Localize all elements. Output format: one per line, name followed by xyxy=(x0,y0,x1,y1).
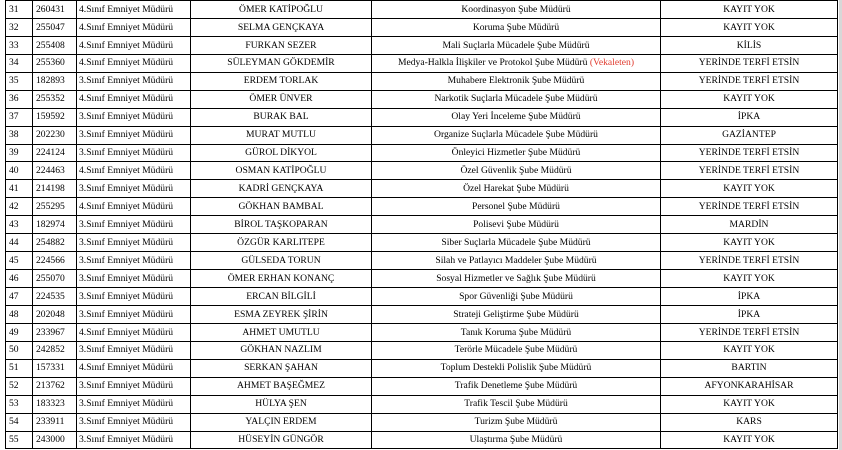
status-cell: YERİNDE TERFİ ETSİN xyxy=(661,252,838,270)
name-cell: GÖKHAN BAMBAL xyxy=(191,198,372,216)
unit-cell xyxy=(372,323,661,341)
unit-cell xyxy=(372,234,661,252)
rank-cell: 3.Sınıf Emniyet Müdürü xyxy=(77,413,191,431)
unit-cell xyxy=(372,216,661,234)
registry-number-cell: 224463 xyxy=(33,162,77,180)
status-cell: İPKA xyxy=(661,288,838,306)
table-row xyxy=(6,72,838,90)
table-row xyxy=(6,198,838,216)
row-number-cell: 39 xyxy=(6,144,33,162)
table-row xyxy=(6,1,838,19)
table-row xyxy=(6,252,838,270)
row-number-cell: 55 xyxy=(6,431,33,449)
table-row xyxy=(6,359,838,377)
registry-number-cell: 233911 xyxy=(33,413,77,431)
unit-text: Özel Güvenlik Şube Müdürü xyxy=(460,165,572,177)
row-number-cell: 52 xyxy=(6,377,33,395)
rank-cell: 4.Sınıf Emniyet Müdürü xyxy=(77,162,191,180)
status-cell: İPKA xyxy=(661,305,838,323)
table-row xyxy=(6,216,838,234)
row-number-cell: 31 xyxy=(6,1,33,19)
name-cell: HÜLYA ŞEN xyxy=(191,395,372,413)
row-number-cell: 42 xyxy=(6,198,33,216)
unit-cell xyxy=(372,305,661,323)
status-cell: BARTIN xyxy=(661,359,838,377)
rank-cell: 4.Sınıf Emniyet Müdürü xyxy=(77,359,191,377)
name-cell: ÖMER ÜNVER xyxy=(191,90,372,108)
rank-cell: 4.Sınıf Emniyet Müdürü xyxy=(77,1,191,19)
registry-number-cell: 260431 xyxy=(33,1,77,19)
unit-cell xyxy=(372,252,661,270)
status-cell: KAYIT YOK xyxy=(661,90,838,108)
name-cell: GÜLSEDA TORUN xyxy=(191,252,372,270)
table-row xyxy=(6,431,838,449)
table-row xyxy=(6,323,838,341)
unit-text: Tanık Koruma Şube Müdürü xyxy=(460,326,572,338)
rank-cell: 4.Sınıf Emniyet Müdürü xyxy=(77,18,191,36)
table-row xyxy=(6,270,838,288)
unit-text: Siber Suçlarla Mücadele Şube Müdürü xyxy=(441,236,591,248)
unit-cell xyxy=(372,36,661,54)
unit-cell xyxy=(372,341,661,359)
row-number-cell: 34 xyxy=(6,54,33,72)
unit-cell xyxy=(372,180,661,198)
row-number-cell: 36 xyxy=(6,90,33,108)
rank-cell: 3.Sınıf Emniyet Müdürü xyxy=(77,288,191,306)
row-number-cell: 35 xyxy=(6,72,33,90)
status-cell: KAYIT YOK xyxy=(661,180,838,198)
status-cell: AFYONKARAHİSAR xyxy=(661,377,838,395)
name-cell: ERCAN BİLGİLİ xyxy=(191,288,372,306)
unit-text: Medya-Halkla İlişkiler ve Protokol Şube Müdürü xyxy=(397,57,590,69)
name-cell: BURAK BAL xyxy=(191,108,372,126)
name-cell: ÖMER KATİPOĞLU xyxy=(191,1,372,19)
status-cell: KAYIT YOK xyxy=(661,270,838,288)
unit-text: Polisevi Şube Müdürü xyxy=(473,218,559,230)
table-row xyxy=(6,395,838,413)
registry-number-cell: 255047 xyxy=(33,18,77,36)
unit-text: Sosyal Hizmetler ve Sağlık Şube Müdürü xyxy=(436,272,596,284)
name-cell: GÖKHAN NAZLIM xyxy=(191,341,372,359)
status-cell: KAYIT YOK xyxy=(661,395,838,413)
status-cell: KAYIT YOK xyxy=(661,341,838,359)
name-cell: ERDEM TORLAK xyxy=(191,72,372,90)
rank-cell: 4.Sınıf Emniyet Müdürü xyxy=(77,36,191,54)
unit-cell xyxy=(372,270,661,288)
row-number-cell: 51 xyxy=(6,359,33,377)
registry-number-cell: 255408 xyxy=(33,36,77,54)
name-cell: FURKAN SEZER xyxy=(191,36,372,54)
table-row xyxy=(6,90,838,108)
row-number-cell: 33 xyxy=(6,36,33,54)
registry-number-cell: 157331 xyxy=(33,359,77,377)
unit-text: Mali Suçlarla Mücadele Şube Müdürü xyxy=(442,39,590,51)
registry-number-cell: 183323 xyxy=(33,395,77,413)
unit-text: Muhabere Elektronik Şube Müdürü xyxy=(447,75,585,87)
registry-number-cell: 255295 xyxy=(33,198,77,216)
unit-text: Trafik Tescil Şube Müdürü xyxy=(464,398,568,410)
unit-text: Terörle Mücadele Şube Müdürü xyxy=(454,344,578,356)
row-number-cell: 38 xyxy=(6,126,33,144)
table-row xyxy=(6,413,838,431)
status-cell: YERİNDE TERFİ ETSİN xyxy=(661,162,838,180)
registry-number-cell: 233967 xyxy=(33,323,77,341)
row-number-cell: 54 xyxy=(6,413,33,431)
unit-cell xyxy=(372,377,661,395)
name-cell: BİROL TAŞKOPARAN xyxy=(191,216,372,234)
unit-text: Narkotik Suçlarla Mücadele Şube Müdürü xyxy=(434,93,598,105)
rank-cell: 3.Sınıf Emniyet Müdürü xyxy=(77,144,191,162)
table-row xyxy=(6,36,838,54)
registry-number-cell: 242852 xyxy=(33,341,77,359)
rank-cell: 3.Sınıf Emniyet Müdürü xyxy=(77,252,191,270)
status-cell: GAZİANTEP xyxy=(661,126,838,144)
rank-cell: 4.Sınıf Emniyet Müdürü xyxy=(77,323,191,341)
rank-cell: 3.Sınıf Emniyet Müdürü xyxy=(77,72,191,90)
status-cell: MARDİN xyxy=(661,216,838,234)
rank-cell: 3.Sınıf Emniyet Müdürü xyxy=(77,395,191,413)
name-cell: ÖMER ERHAN KONANÇ xyxy=(191,270,372,288)
status-cell: YERİNDE TERFİ ETSİN xyxy=(661,198,838,216)
registry-number-cell: 202048 xyxy=(33,305,77,323)
name-cell: AHMET BAŞEĞMEZ xyxy=(191,377,372,395)
status-cell: KAYIT YOK xyxy=(661,234,838,252)
status-cell: YERİNDE TERFİ ETSİN xyxy=(661,72,838,90)
table-row xyxy=(6,180,838,198)
unit-text: Koruma Şube Müdürü xyxy=(472,21,560,33)
unit-cell xyxy=(372,431,661,449)
unit-cell xyxy=(372,90,661,108)
row-number-cell: 44 xyxy=(6,234,33,252)
unit-text: Spor Güvenliği Şube Müdürü xyxy=(459,290,573,302)
rank-cell: 3.Sınıf Emniyet Müdürü xyxy=(77,108,191,126)
name-cell: SERKAN ŞAHAN xyxy=(191,359,372,377)
unit-cell xyxy=(372,198,661,216)
unit-text: Trafik Denetleme Şube Müdürü xyxy=(454,380,578,392)
name-cell: GÜROL DİKYOL xyxy=(191,144,372,162)
registry-number-cell: 224566 xyxy=(33,252,77,270)
registry-number-cell: 159592 xyxy=(33,108,77,126)
unit-text: Ulaştırma Şube Müdürü xyxy=(469,434,563,446)
registry-number-cell: 182893 xyxy=(33,72,77,90)
status-cell: KAYIT YOK xyxy=(661,431,838,449)
registry-number-cell: 182974 xyxy=(33,216,77,234)
row-number-cell: 40 xyxy=(6,162,33,180)
name-cell: ÖZGÜR KARLITEPE xyxy=(191,234,372,252)
name-cell: SÜLEYMAN GÖKDEMİR xyxy=(191,54,372,72)
status-cell: KARS xyxy=(661,413,838,431)
registry-number-cell: 213762 xyxy=(33,377,77,395)
name-cell: KADRİ GENÇKAYA xyxy=(191,180,372,198)
registry-number-cell: 254882 xyxy=(33,234,77,252)
table-row xyxy=(6,305,838,323)
acting-note: (Vekaleten) xyxy=(589,57,635,69)
unit-cell xyxy=(372,144,661,162)
registry-number-cell: 202230 xyxy=(33,126,77,144)
unit-cell xyxy=(372,413,661,431)
row-number-cell: 46 xyxy=(6,270,33,288)
rank-cell: 3.Sınıf Emniyet Müdürü xyxy=(77,126,191,144)
rank-cell: 3.Sınıf Emniyet Müdürü xyxy=(77,431,191,449)
row-number-cell: 32 xyxy=(6,18,33,36)
unit-text: Koordinasyon Şube Müdürü xyxy=(461,3,571,15)
unit-text: Toplum Destekli Polislik Şube Müdürü xyxy=(440,362,592,374)
table-row xyxy=(6,126,838,144)
table-row xyxy=(6,234,838,252)
unit-cell xyxy=(372,1,661,19)
unit-text: Turizm Şube Müdürü xyxy=(474,416,558,428)
table-row xyxy=(6,18,838,36)
rank-cell: 4.Sınıf Emniyet Müdürü xyxy=(77,198,191,216)
table-row xyxy=(6,288,838,306)
row-number-cell: 48 xyxy=(6,305,33,323)
table-row xyxy=(6,108,838,126)
registry-number-cell: 214198 xyxy=(33,180,77,198)
table-row xyxy=(6,162,838,180)
row-number-cell: 43 xyxy=(6,216,33,234)
table-row xyxy=(6,341,838,359)
rank-cell: 3.Sınıf Emniyet Müdürü xyxy=(77,234,191,252)
rank-cell: 3.Sınıf Emniyet Müdürü xyxy=(77,216,191,234)
rank-cell: 4.Sınıf Emniyet Müdürü xyxy=(77,54,191,72)
rank-cell: 3.Sınıf Emniyet Müdürü xyxy=(77,270,191,288)
unit-cell xyxy=(372,126,661,144)
status-cell: KAYIT YOK xyxy=(661,18,838,36)
registry-number-cell: 243000 xyxy=(33,431,77,449)
row-number-cell: 50 xyxy=(6,341,33,359)
unit-cell xyxy=(372,54,661,72)
unit-text: Organize Suçlarla Mücadele Şube Müdürü xyxy=(434,129,598,141)
table-row xyxy=(6,144,838,162)
name-cell: MURAT MUTLU xyxy=(191,126,372,144)
unit-text: Olay Yeri İnceleme Şube Müdürü xyxy=(451,111,581,123)
unit-text: Özel Harekat Şube Müdürü xyxy=(463,183,569,195)
unit-cell xyxy=(372,72,661,90)
row-number-cell: 47 xyxy=(6,288,33,306)
table-row xyxy=(6,54,838,72)
registry-number-cell: 255360 xyxy=(33,54,77,72)
table-row xyxy=(6,377,838,395)
rank-cell: 3.Sınıf Emniyet Müdürü xyxy=(77,180,191,198)
personnel-table xyxy=(5,0,838,449)
unit-cell xyxy=(372,108,661,126)
status-cell: İPKA xyxy=(661,108,838,126)
registry-number-cell: 255352 xyxy=(33,90,77,108)
name-cell: SELMA GENÇKAYA xyxy=(191,18,372,36)
unit-cell xyxy=(372,395,661,413)
status-cell: YERİNDE TERFİ ETSİN xyxy=(661,144,838,162)
rank-cell: 3.Sınıf Emniyet Müdürü xyxy=(77,341,191,359)
registry-number-cell: 224124 xyxy=(33,144,77,162)
name-cell: HÜSEYİN GÜNGÖR xyxy=(191,431,372,449)
unit-text: Strateji Geliştirme Şube Müdürü xyxy=(453,308,579,320)
unit-cell xyxy=(372,162,661,180)
unit-cell xyxy=(372,18,661,36)
status-cell: YERİNDE TERFİ ETSİN xyxy=(661,54,838,72)
row-number-cell: 45 xyxy=(6,252,33,270)
unit-cell xyxy=(372,288,661,306)
registry-number-cell: 224535 xyxy=(33,288,77,306)
table-body xyxy=(6,1,838,449)
name-cell: AHMET UMUTLU xyxy=(191,323,372,341)
unit-text: Silah ve Patlayıcı Maddeler Şube Müdürü xyxy=(435,254,597,266)
row-number-cell: 37 xyxy=(6,108,33,126)
name-cell: ESMA ZEYREK ŞİRİN xyxy=(191,305,372,323)
name-cell: OSMAN KATİPOĞLU xyxy=(191,162,372,180)
unit-text: Personel Şube Müdürü xyxy=(472,200,560,212)
rank-cell: 4.Sınıf Emniyet Müdürü xyxy=(77,90,191,108)
row-number-cell: 41 xyxy=(6,180,33,198)
name-cell: YALÇIN ERDEM xyxy=(191,413,372,431)
registry-number-cell: 255070 xyxy=(33,270,77,288)
row-number-cell: 53 xyxy=(6,395,33,413)
status-cell: YERİNDE TERFİ ETSİN xyxy=(661,323,838,341)
rank-cell: 3.Sınıf Emniyet Müdürü xyxy=(77,305,191,323)
row-number-cell: 49 xyxy=(6,323,33,341)
unit-text: Önleyici Hizmetler Şube Müdürü xyxy=(451,147,581,159)
status-cell: KAYIT YOK xyxy=(661,1,838,19)
unit-cell xyxy=(372,359,661,377)
rank-cell: 3.Sınıf Emniyet Müdürü xyxy=(77,377,191,395)
status-cell: KİLİS xyxy=(661,36,838,54)
